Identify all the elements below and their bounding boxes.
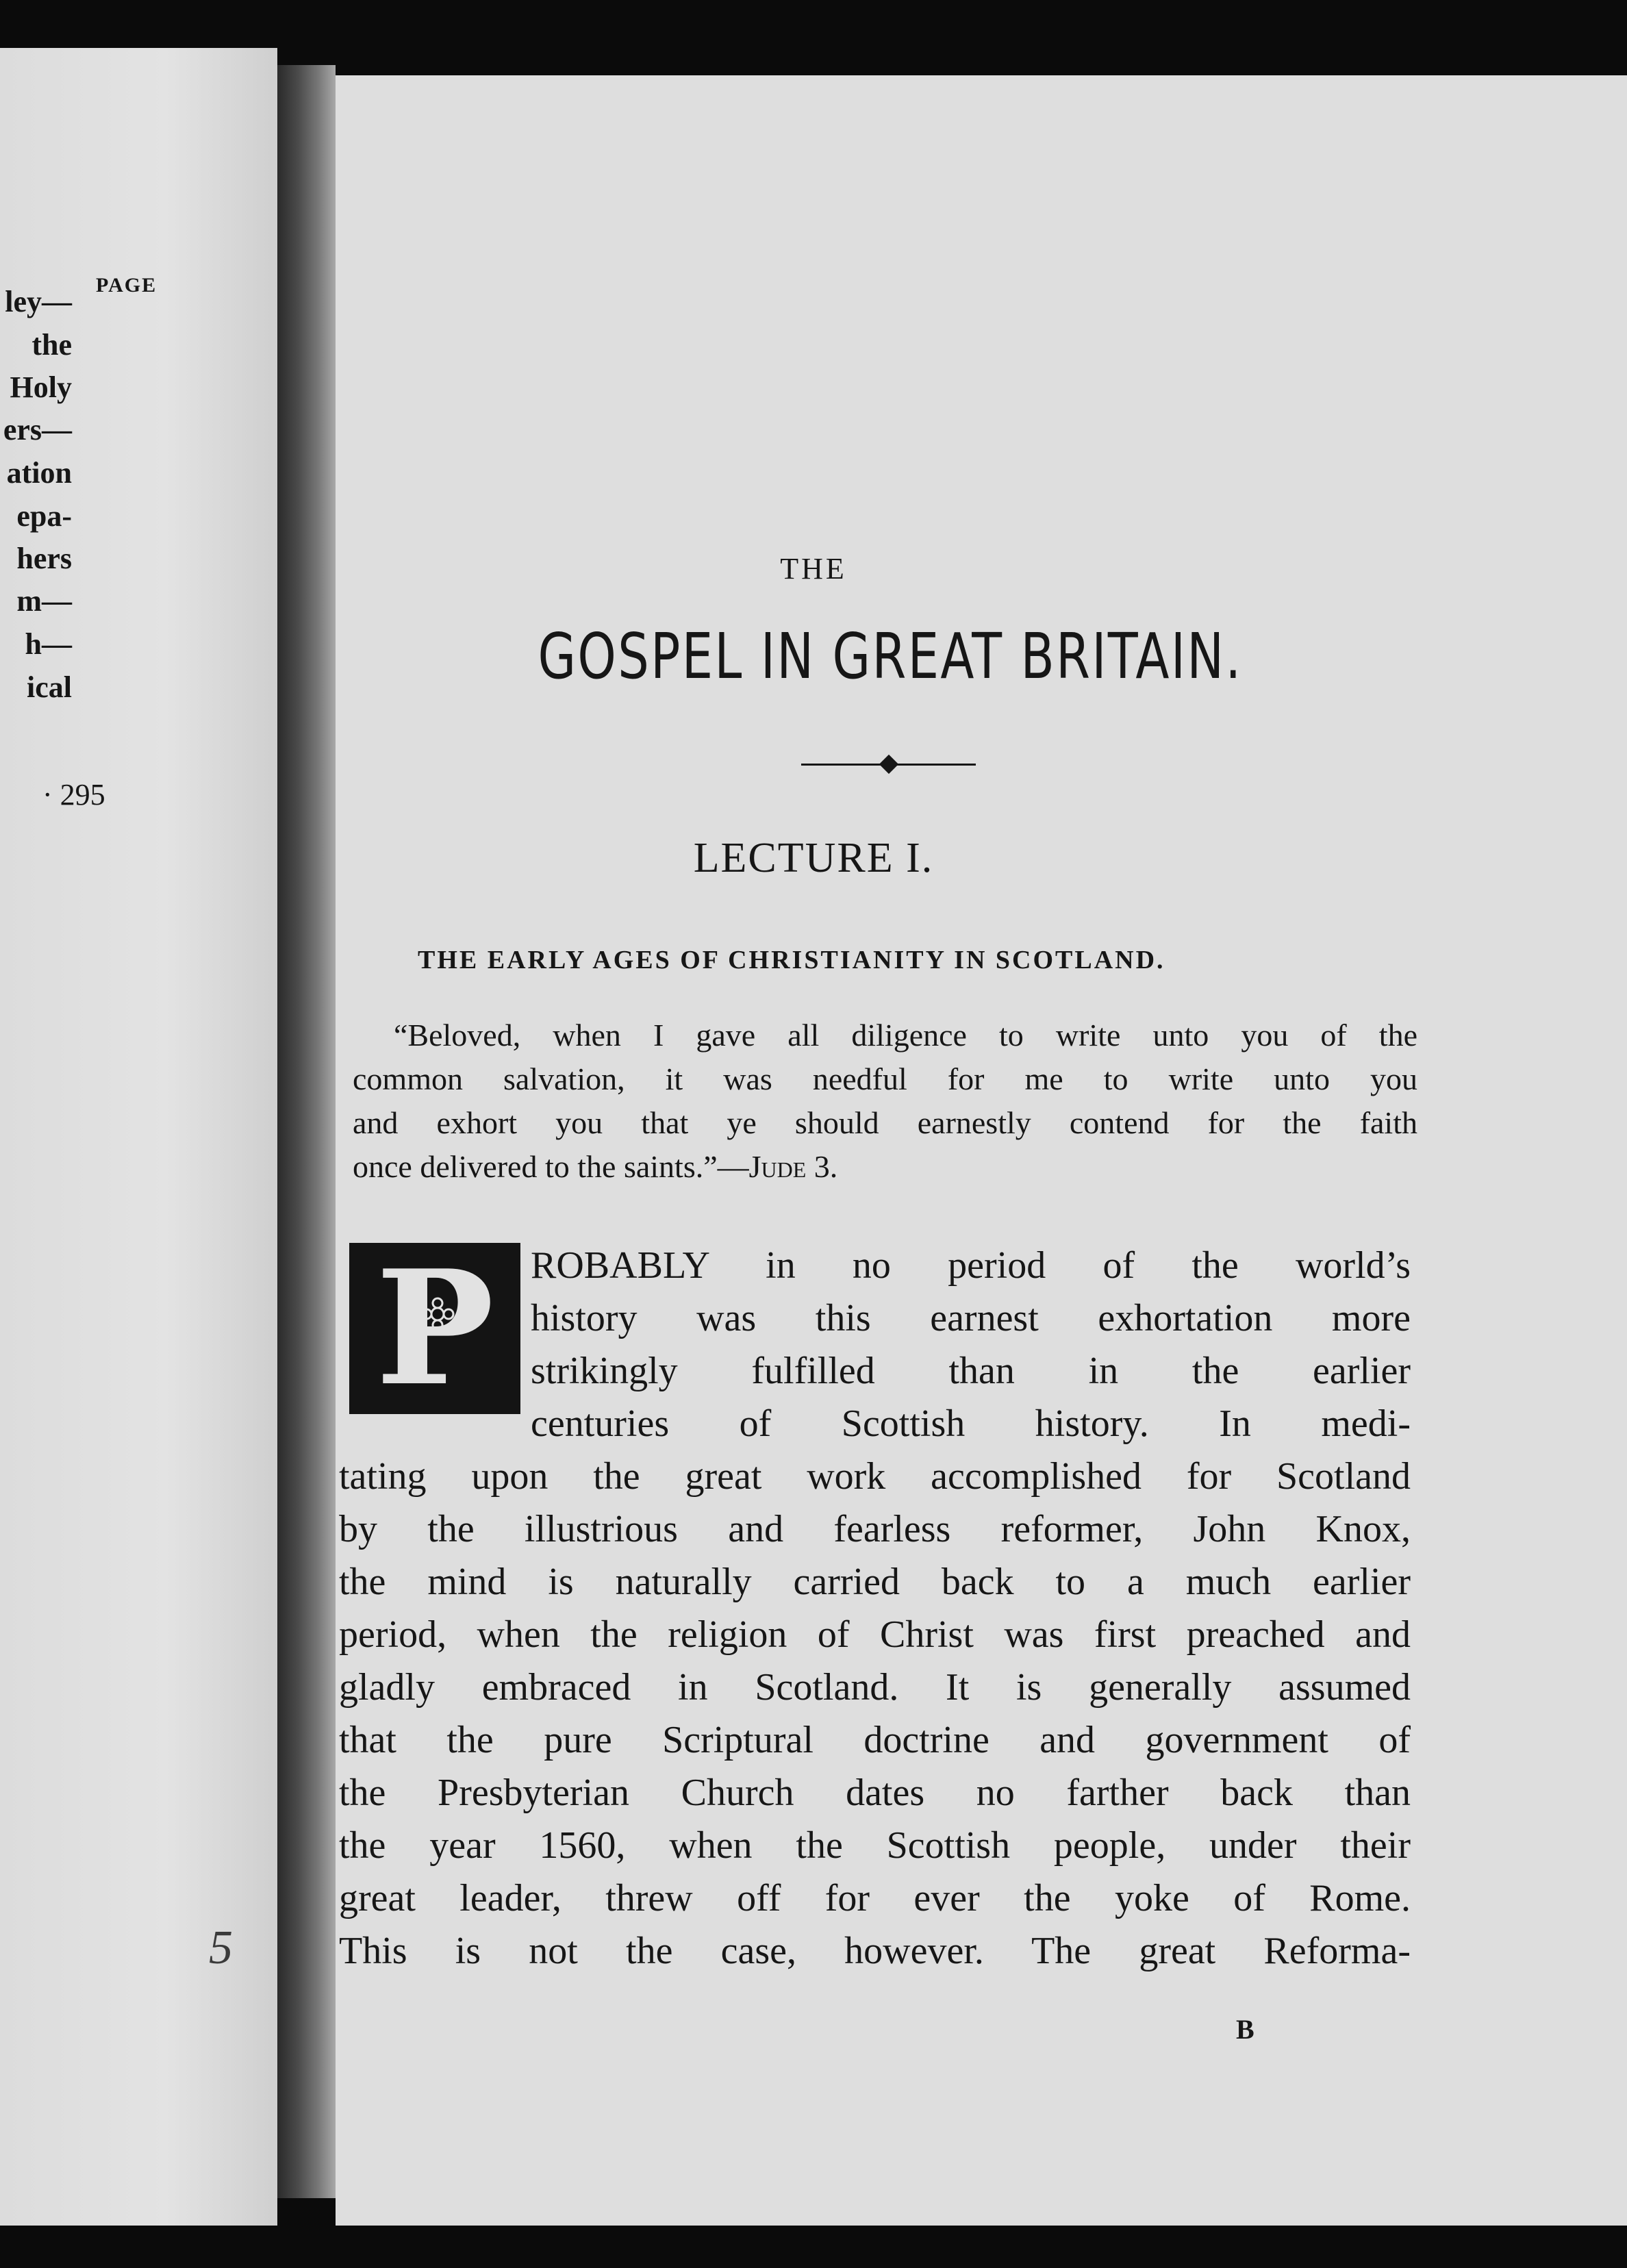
- body-paragraph: [339, 1236, 1411, 1978]
- margin-fragment: m—: [16, 584, 72, 618]
- epigraph-line: and exhort you that ye should earnestly contend for the faith: [353, 1105, 1417, 1140]
- margin-fragment: the: [31, 328, 72, 362]
- margin-fragment: hers: [16, 542, 72, 575]
- margin-pencil-mark: 5: [209, 1922, 233, 1974]
- body-line: the Presbyterian Church dates no farther back than: [339, 1772, 1411, 1814]
- epigraph-line-text: once delivered to the saints.”—: [353, 1149, 749, 1184]
- margin-fragment: epa-: [16, 499, 72, 533]
- body-line: tating upon the great work accomplished for Scotland: [339, 1455, 1411, 1498]
- body-line: by the illustrious and fearless reformer, John Knox,: [339, 1508, 1411, 1550]
- margin-fragment: ical: [27, 670, 72, 704]
- left-page: [0, 48, 277, 2226]
- ornament-divider: [801, 755, 976, 773]
- body-line: strikingly fulfilled than in the earlier: [531, 1350, 1411, 1392]
- margin-fragment: h—: [25, 627, 72, 661]
- epigraph-last-line: [353, 1145, 1417, 1189]
- signature-mark: B: [1236, 2014, 1254, 2045]
- body-line: This is not the case, however. The great Reforma-: [339, 1930, 1411, 1972]
- lecture-heading: LECTURE I.: [693, 835, 934, 881]
- body-line: great leader, threw off for ever the yoke of Rome.: [339, 1877, 1411, 1919]
- epigraph-line: common salvation, it was needful for me to write unto you: [353, 1061, 1417, 1096]
- title-article: THE: [780, 552, 847, 585]
- chapter-subtitle: THE EARLY AGES OF CHRISTIANITY IN SCOTLAND.: [418, 946, 1165, 974]
- body-line: history was this earnest exhortation more: [531, 1297, 1411, 1339]
- book-gutter: [277, 65, 336, 2198]
- margin-fragment: ley—: [5, 285, 72, 318]
- body-line: ROBABLY in no period of the world’s: [531, 1244, 1411, 1287]
- book-title: GOSPEL IN GREAT BRITAIN.: [538, 620, 1243, 693]
- epigraph-citation: Jude 3.: [748, 1149, 838, 1184]
- ornament-rule-right: [894, 764, 976, 766]
- body-line: the mind is naturally carried back to a much earlier: [339, 1561, 1411, 1603]
- body-line: gladly embraced in Scotland. It is generally assumed: [339, 1666, 1411, 1709]
- drop-cap-letter: P: [375, 1236, 494, 1421]
- left-page-header: PAGE: [96, 274, 157, 297]
- body-line: the year 1560, when the Scottish people, under their: [339, 1824, 1411, 1867]
- body-line: centuries of Scottish history. In medi-: [531, 1402, 1411, 1445]
- margin-fragment: ation: [6, 456, 72, 490]
- epigraph-line: “Beloved, when I gave all diligence to write unto you of the: [394, 1018, 1417, 1053]
- ornament-rule-left: [801, 764, 883, 766]
- body-line: that the pure Scriptural doctrine and government of: [339, 1719, 1411, 1761]
- margin-fragment: ers—: [3, 413, 72, 446]
- body-line: period, when the religion of Christ was first preached and: [339, 1613, 1411, 1656]
- margin-fragment: Holy: [10, 370, 72, 404]
- epigraph: [353, 1013, 1417, 1189]
- left-page-number-ref: · 295: [42, 778, 105, 811]
